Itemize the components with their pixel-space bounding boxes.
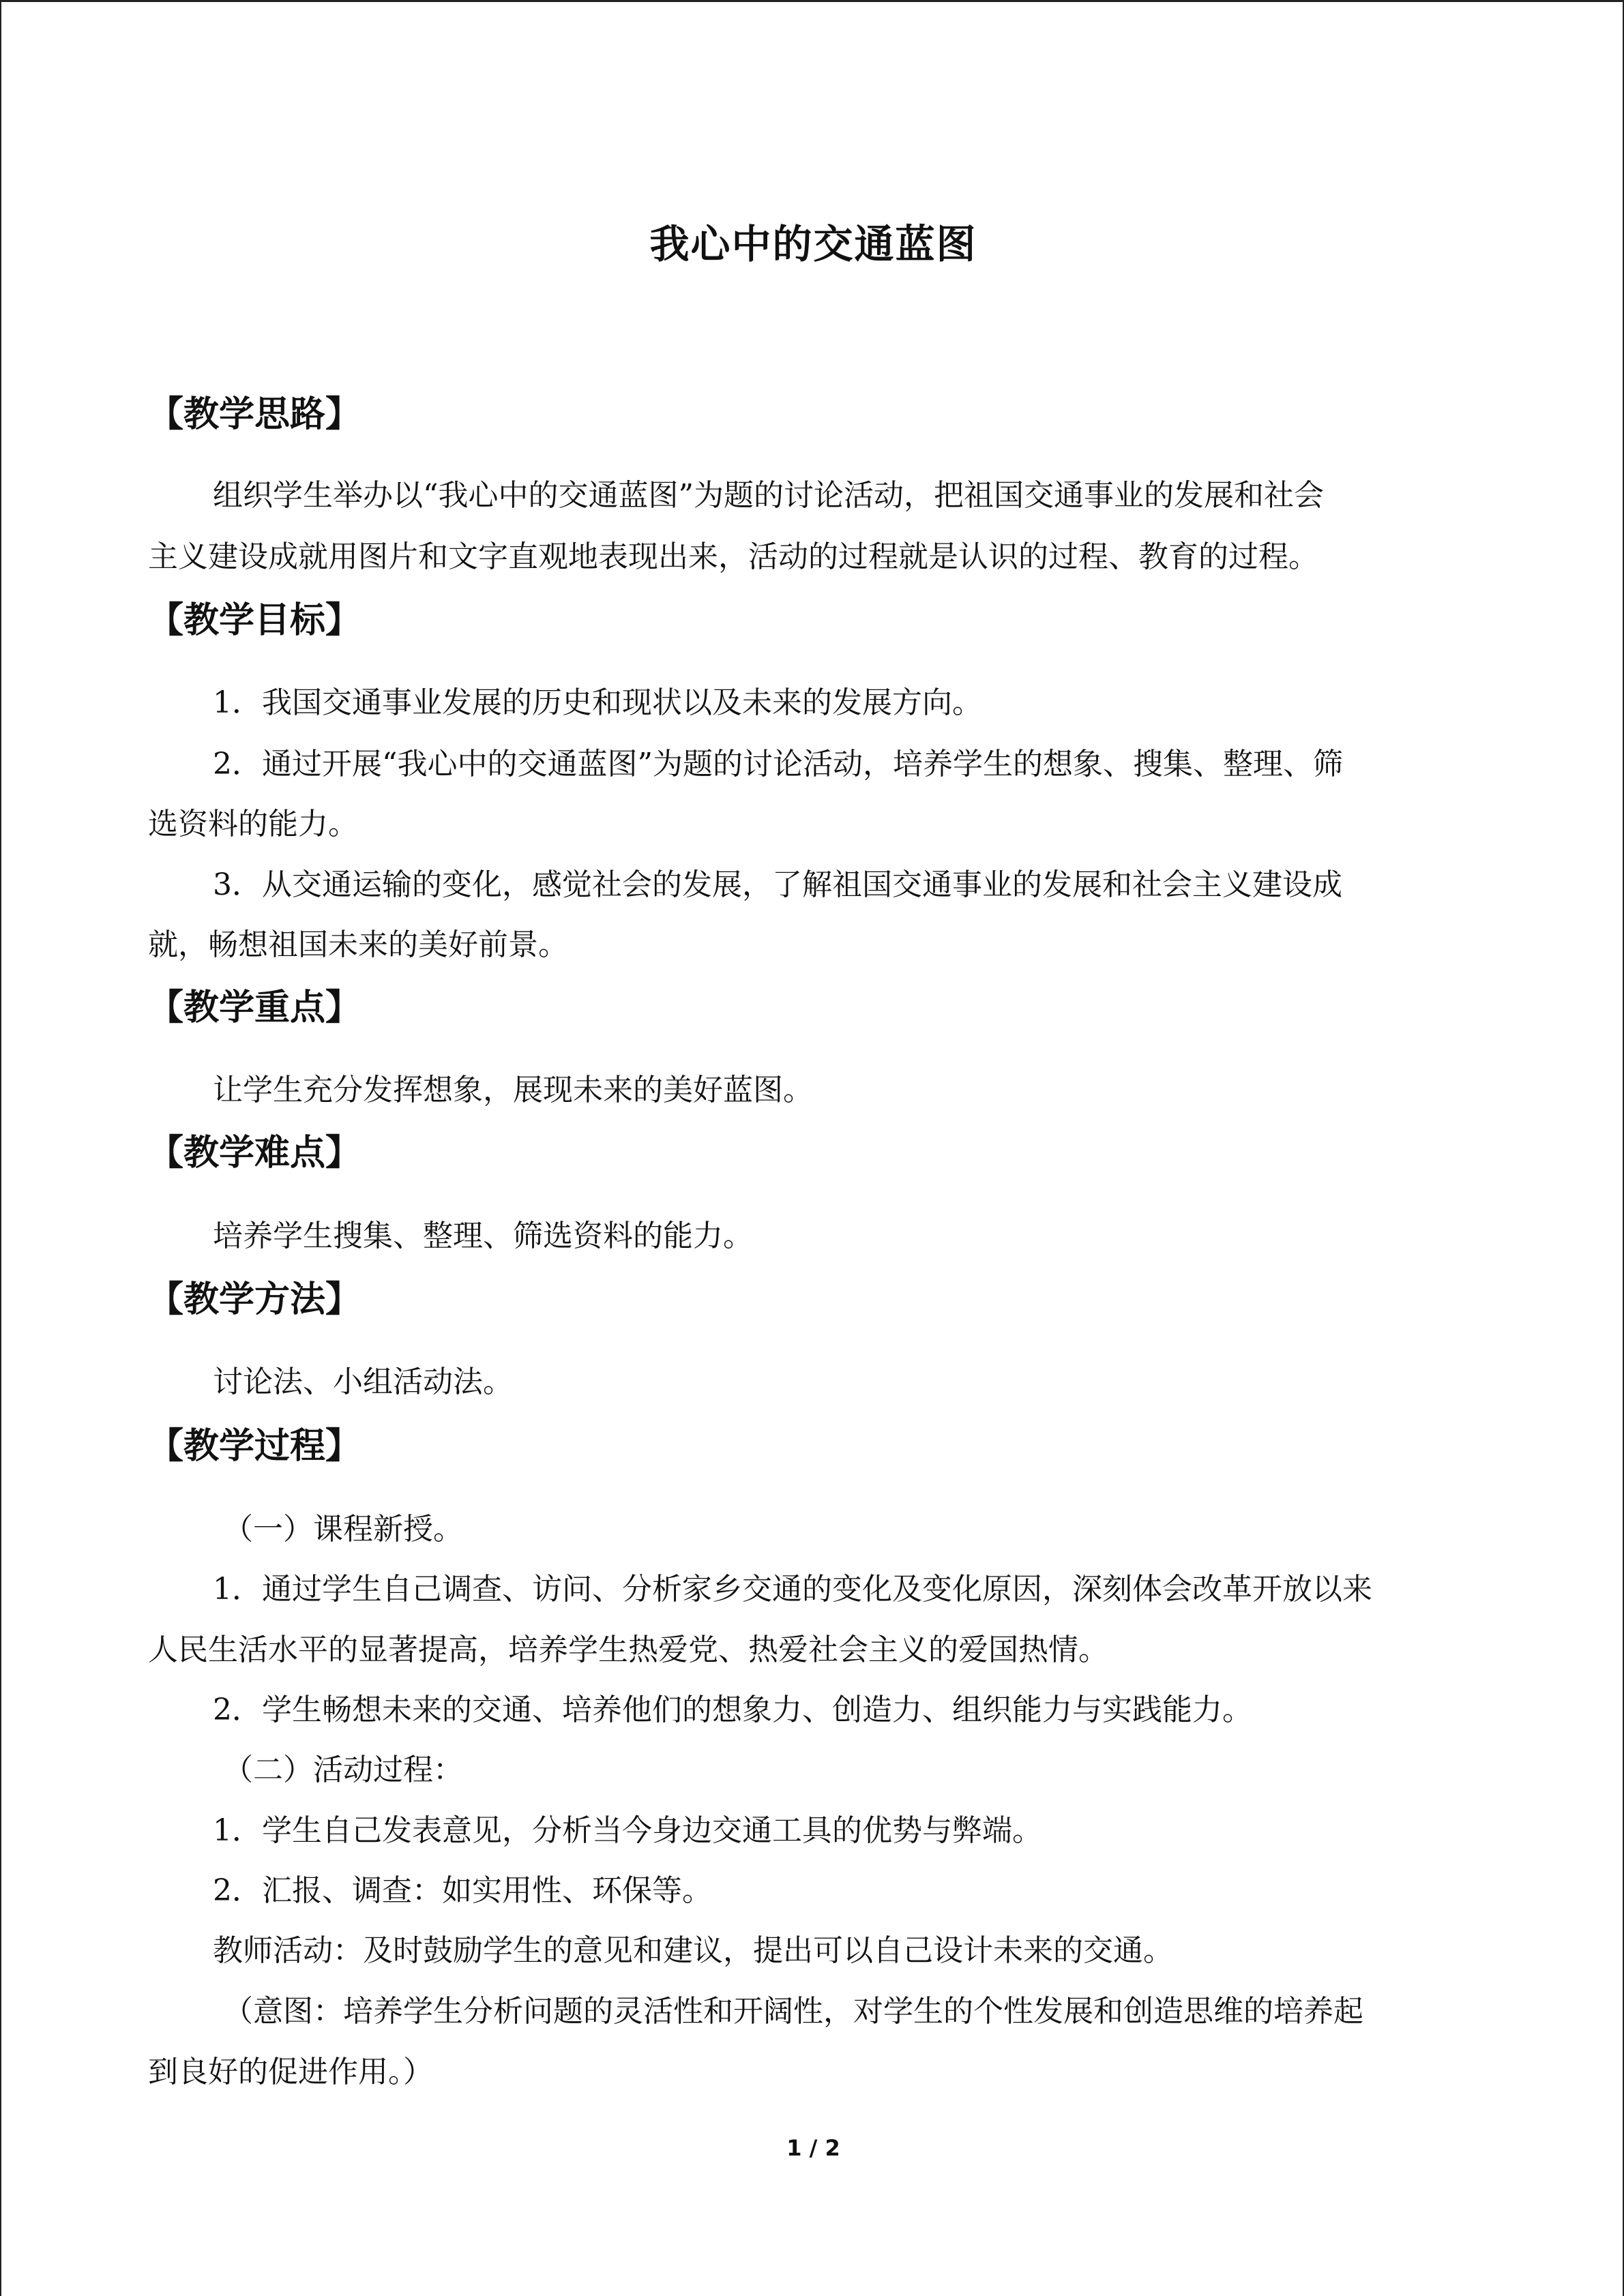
- paragraph-line: 讨论法、小组活动法。: [213, 1365, 513, 1399]
- paragraph-line: 1．我国交通事业发展的历史和现状以及未来的发展方向。: [213, 685, 982, 720]
- heading-goals: 【教学目标】: [148, 600, 361, 641]
- paragraph-line: 组织学生举办以“我心中的交通蓝图”为题的讨论活动，把祖国交通事业的发展和社会: [213, 478, 1324, 513]
- paragraph-line: 3．从交通运输的变化，感觉社会的发展，了解祖国交通事业的发展和社会主义建设成: [213, 867, 1342, 902]
- paragraph-line: 选资料的能力。: [148, 807, 358, 841]
- paragraph-line: 让学生充分发挥想象，展现未来的美好蓝图。: [213, 1073, 813, 1107]
- paragraph-line: （二）活动过程：: [223, 1753, 463, 1787]
- document-title: 我心中的交通蓝图: [649, 221, 977, 267]
- paragraph-line: 1．学生自己发表意见，分析当今身边交通工具的优势与弊端。: [213, 1813, 1042, 1848]
- heading-difficulties: 【教学难点】: [148, 1133, 361, 1174]
- heading-process: 【教学过程】: [148, 1426, 361, 1467]
- paragraph-line: （意图：培养学生分析问题的灵活性和开阔性，对学生的个性发展和创造思维的培养起: [223, 1994, 1363, 2029]
- paragraph-line: 2．汇报、调查：如实用性、环保等。: [213, 1873, 712, 1908]
- heading-thinking: 【教学思路】: [148, 394, 361, 435]
- heading-methods: 【教学方法】: [148, 1279, 361, 1320]
- paragraph-line: 到良好的促进作用。）: [148, 2055, 433, 2089]
- paragraph-line: 主义建设成就用图片和文字直观地表现出来，活动的过程就是认识的过程、教育的过程。: [148, 539, 1318, 574]
- paragraph-line: 人民生活水平的显著提高，培养学生热爱党、热爱社会主义的爱国热情。: [148, 1632, 1108, 1667]
- paragraph-line: （一）课程新授。: [223, 1512, 463, 1547]
- paragraph-line: 培养学生搜集、整理、筛选资料的能力。: [213, 1219, 753, 1253]
- paragraph-line: 2．学生畅想未来的交通、培养他们的想象力、创造力、组织能力与实践能力。: [213, 1693, 1252, 1727]
- paragraph-line: 2．通过开展“我心中的交通蓝图”为题的讨论活动，培养学生的想象、搜集、整理、筛: [213, 747, 1343, 781]
- paragraph-line: 就，畅想祖国未来的美好前景。: [148, 927, 568, 962]
- page-number: 1 / 2: [786, 2135, 840, 2161]
- paragraph-line: 教师活动：及时鼓励学生的意见和建议，提出可以自己设计未来的交通。: [213, 1933, 1173, 1968]
- paragraph-line: 1．通过学生自己调查、访问、分析家乡交通的变化及变化原因，深刻体会改革开放以来: [213, 1572, 1372, 1607]
- heading-key-points: 【教学重点】: [148, 987, 361, 1028]
